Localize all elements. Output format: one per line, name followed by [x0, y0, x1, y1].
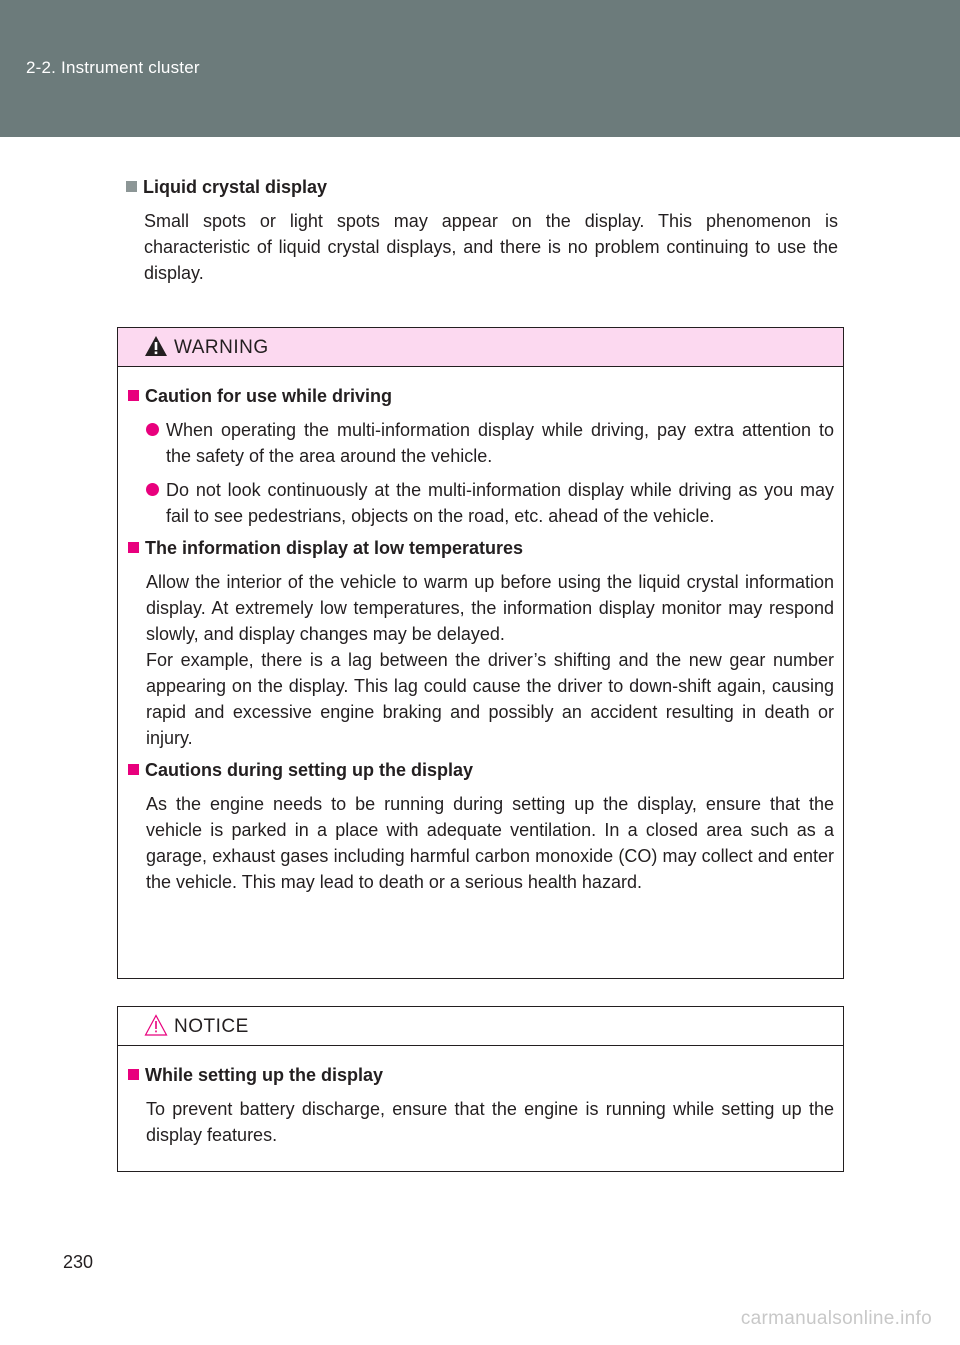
list-item [146, 417, 834, 469]
round-bullet-icon [146, 483, 159, 496]
heading-text: The information display at low temperatures [145, 538, 524, 558]
section-header [0, 0, 960, 137]
paragraph: As the engine needs to be running during setting up the display, ensure that the vehicle is parked in a place with adequate ventilation. In a closed area such as a garage, exhaust gases including harmful carbon monoxide (CO) may collect and enter the vehicle. This may lead to death or a serious health hazard. [146, 794, 834, 892]
square-bullet-icon [128, 764, 139, 775]
warning-heading-low-temp [128, 535, 834, 561]
bullet-text: Do not look continuously at the multi-information display while driving as you may fail to see pedestrians, objects on the road, etc. ahead of the vehicle. [166, 480, 834, 526]
watermark: carmanualsonline.info [740, 1308, 932, 1329]
warning-body [118, 367, 843, 895]
warning-header [118, 328, 843, 367]
notice-text: To prevent battery discharge, ensure that the engine is running while setting up the display features. [146, 1099, 834, 1145]
paragraph: Allow the interior of the vehicle to warm up before using the liquid crystal information display. At extremely low temperatures, the information display monitor may respond slowly, and display changes may be delayed. [146, 572, 834, 644]
intro-section [126, 174, 838, 286]
warning-triangle-icon [144, 335, 168, 357]
notice-header [118, 1007, 843, 1046]
heading-text: Caution for use while driving [145, 386, 393, 406]
heading-text: While setting up the display [145, 1065, 384, 1085]
notice-box [117, 1006, 844, 1172]
warning-box [117, 327, 844, 979]
round-bullet-icon [146, 423, 159, 436]
notice-body [118, 1046, 843, 1148]
warning-heading-driving [128, 383, 834, 409]
bullet-text: When operating the multi-information display while driving, pay extra attention to the safety of the area around the vehicle. [166, 420, 834, 466]
notice-triangle-icon [144, 1014, 168, 1036]
intro-heading-text: Liquid crystal display [143, 177, 328, 197]
intro-heading [126, 174, 838, 200]
warning-heading-setting-up [128, 757, 834, 783]
square-bullet-icon [128, 390, 139, 401]
warning-title: WARNING [174, 337, 269, 358]
notice-heading [128, 1062, 834, 1088]
page-number: 230 [63, 1252, 94, 1272]
square-bullet-icon [128, 1069, 139, 1080]
square-bullet-icon [128, 542, 139, 553]
intro-text: Small spots or light spots may appear on the display. This phenomenon is characteristic of liquid crystal displays, and there is no problem continuing to use the display. [144, 211, 838, 283]
heading-text: Cautions during setting up the display [145, 760, 474, 780]
notice-title: NOTICE [174, 1016, 249, 1037]
section-title: 2-2. Instrument cluster [26, 58, 200, 77]
square-bullet-icon [126, 181, 137, 192]
paragraph: For example, there is a lag between the driver’s shifting and the new gear number appearing on the display. This lag could cause the driver to down-shift again, causing rapid and excessive engine braking and possibly an accident resulting in death or injury. [146, 650, 834, 748]
list-item [146, 477, 834, 529]
